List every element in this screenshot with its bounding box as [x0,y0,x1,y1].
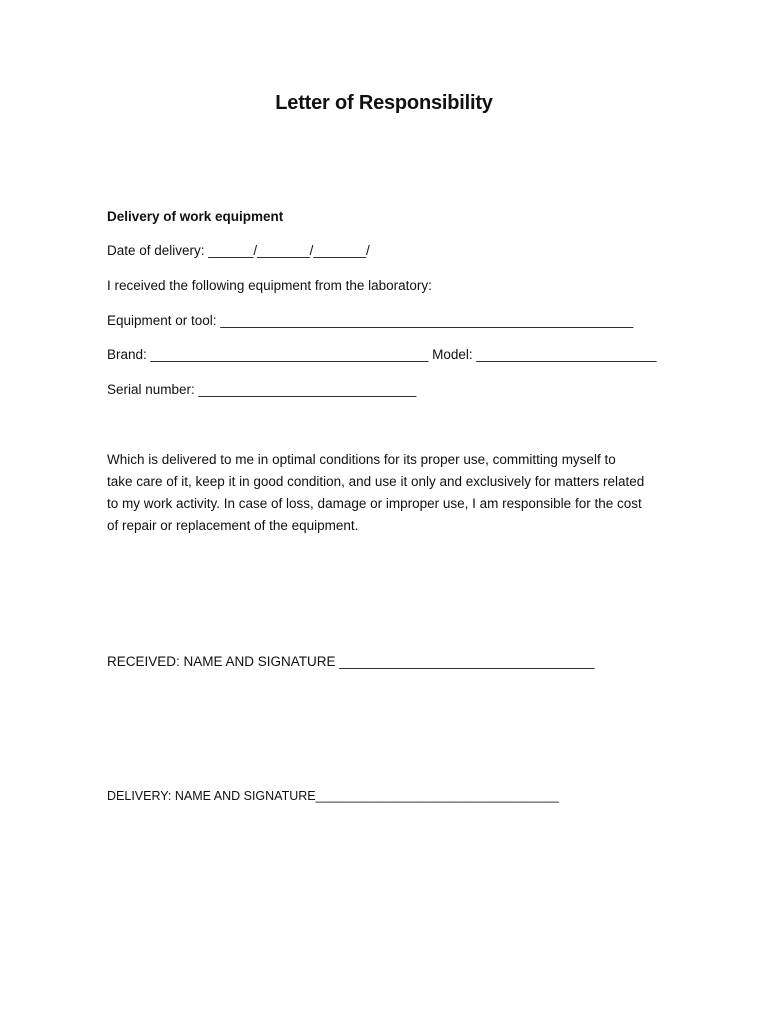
date-of-delivery-field: Date of delivery: ______/_______/_______/ [107,243,370,258]
delivery-signature-field: DELIVERY: NAME AND SIGNATURE___________________________________ [107,789,559,803]
received-equipment-statement: I received the following equipment from the laboratory: [107,278,432,293]
document-title: Letter of Responsibility [275,92,493,114]
paragraph-line: take care of it, keep it in good condition, and use it only and exclusively for matters related [107,474,645,489]
paragraph-line: Which is delivered to me in optimal conditions for its proper use, committing myself to [107,452,616,467]
paragraph-line: of repair or replacement of the equipment. [107,518,359,533]
section-heading: Delivery of work equipment [107,209,284,224]
equipment-or-tool-field: Equipment or tool: _______________________________________________________ [107,313,634,328]
received-signature-field: RECEIVED: NAME AND SIGNATURE __________________________________ [107,654,595,669]
paragraph-line: to my work activity. In case of loss, damage or improper use, I am responsible for the cost [107,496,642,511]
responsibility-paragraph [107,449,667,537]
brand-model-field: Brand: _____________________________________ Model: ________________________ [107,347,657,362]
serial-number-field: Serial number: _____________________________ [107,382,417,397]
